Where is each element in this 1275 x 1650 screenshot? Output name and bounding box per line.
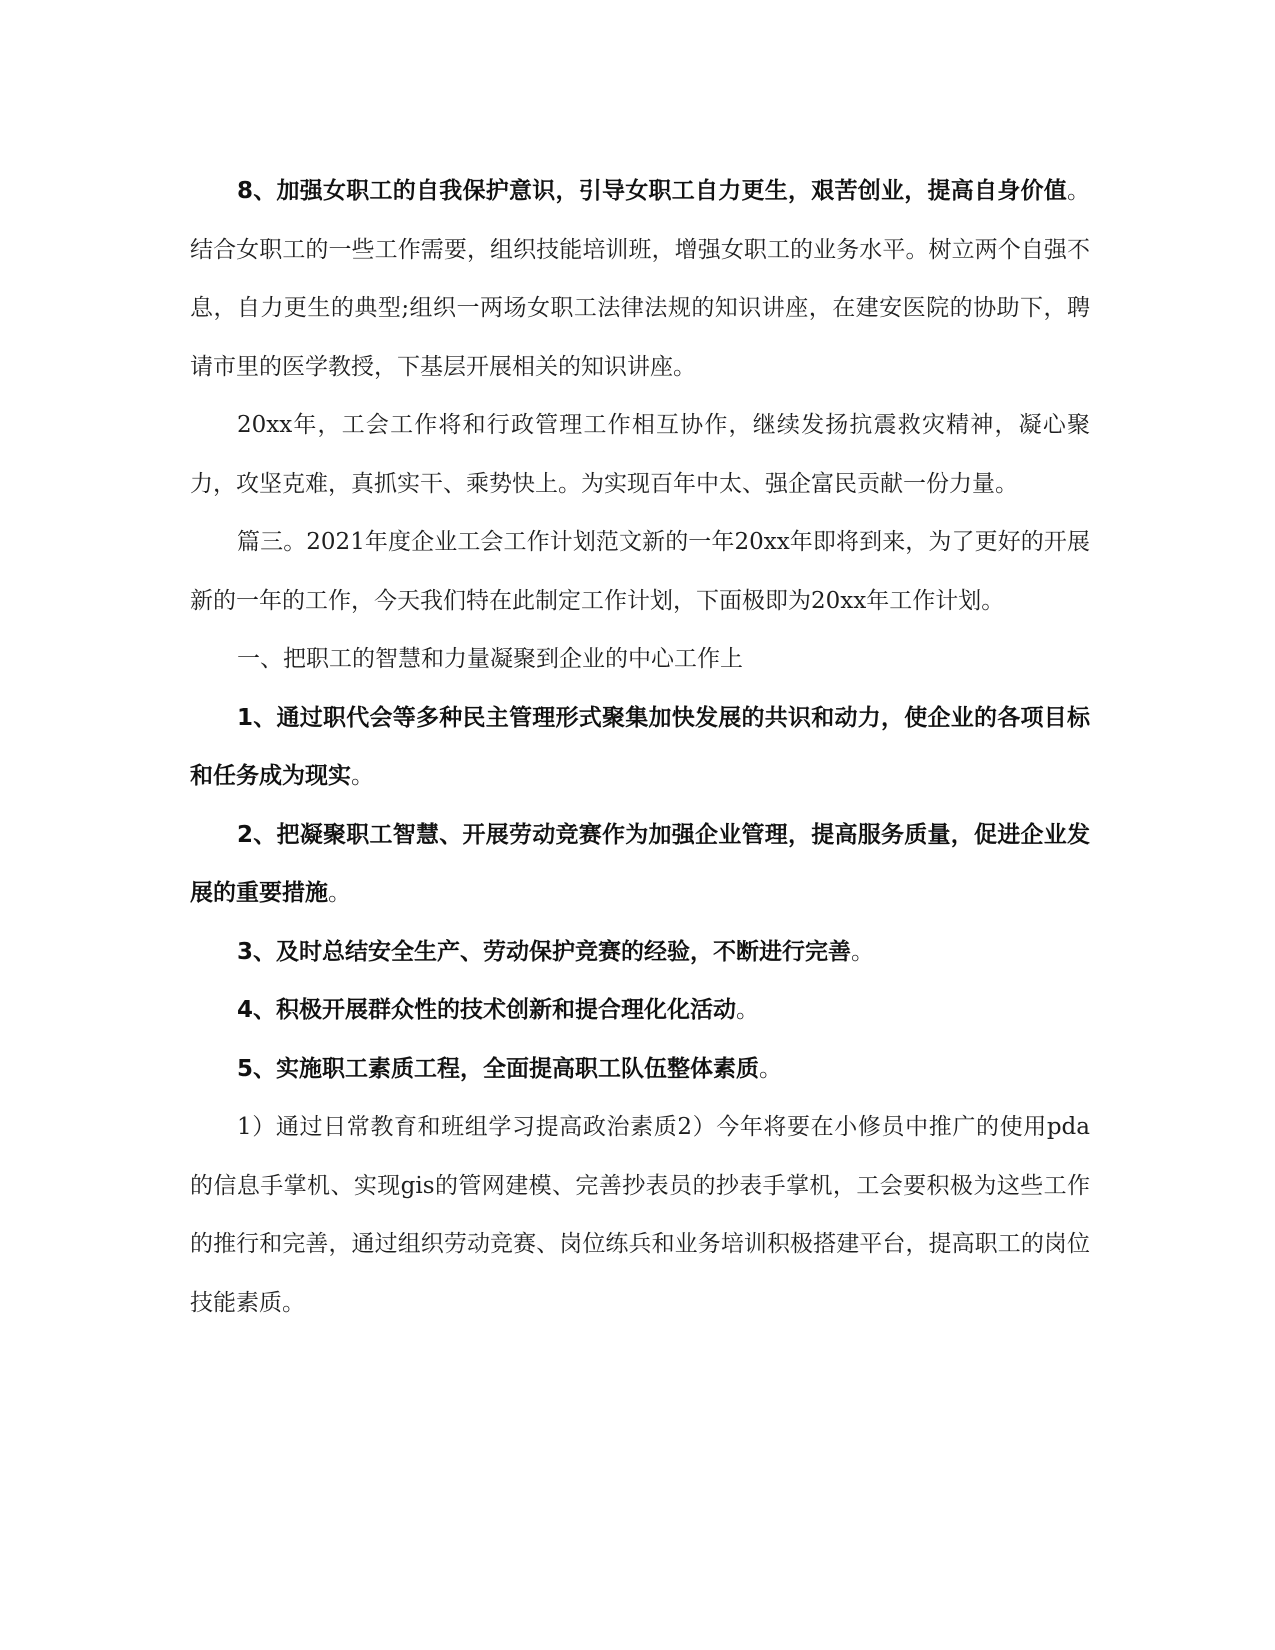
document-body: [190, 162, 1090, 1332]
paragraph-sub-items: 1）通过日常教育和班组学习提高政治素质2）今年将要在小修员中推广的使用pda的信息手掌机、实现gis的管网建模、完善抄表员的抄表手掌机，工会要积极为这些工作的推行和完善，通过组织劳动竞赛、岗位练兵和业务培训积极搭建平台，提高职工的岗位技能素质。: [190, 1114, 1090, 1316]
paragraph-text: 。: [736, 997, 760, 1023]
section-heading-one: 一、把职工的智慧和力量凝聚到企业的中心工作上: [237, 646, 743, 672]
paragraph-text: 。结合女职工的一些工作需要，组织技能培训班，增强女职工的业务水平。树立两个自强不息，自力更生的典型;组织一两场女职工法律法规的知识讲座，在建安医院的协助下，聘请市里的医学教授，下基层开展相关的知识讲座。: [190, 178, 1090, 380]
paragraph-section-three-intro: 篇三。2021年度企业工会工作计划范文新的一年20xx年即将到来，为了更好的开展新的一年的工作，今天我们特在此制定工作计划，下面极即为20xx年工作计划。: [190, 529, 1090, 614]
paragraph-heading: 5、实施职工素质工程，全面提高职工队伍整体素质: [237, 1055, 760, 1082]
paragraph-item-4: [190, 981, 1090, 1040]
paragraph-item-2: [190, 806, 1090, 923]
paragraph-summary-20xx: 20xx年，工会工作将和行政管理工作相互协作，继续发扬抗震救灾精神，凝心聚力，攻坚克难，真抓实干、乘势快上。为实现百年中太、强企富民贡献一份力量。: [190, 412, 1090, 497]
paragraph-item-1: [190, 689, 1090, 806]
paragraph-item-8: [190, 162, 1090, 396]
paragraph-heading: 1、通过职代会等多种民主管理形式聚集加快发展的共识和动力，使企业的各项目标和任务成为现实: [190, 704, 1090, 789]
paragraph-text: 。: [851, 938, 875, 965]
paragraph-heading: 8、加强女职工的自我保护意识，引导女职工自力更生，艰苦创业，提高自身价值: [237, 178, 1067, 204]
paragraph-item-5: [190, 1040, 1090, 1099]
paragraph-item-3: [190, 923, 1090, 982]
paragraph-heading: 3、及时总结安全生产、劳动保护竞赛的经验，不断进行完善: [237, 938, 852, 965]
paragraph-heading: 4、积极开展群众性的技术创新和提合理化化活动: [237, 997, 737, 1023]
paragraph-text: 。: [351, 763, 374, 789]
paragraph-heading: 2、把凝聚职工智慧、开展劳动竞赛作为加强企业管理，提高服务质量，促进企业发展的重要措施: [190, 821, 1090, 906]
paragraph-text: 。: [759, 1055, 783, 1082]
paragraph-text: 。: [328, 880, 351, 906]
